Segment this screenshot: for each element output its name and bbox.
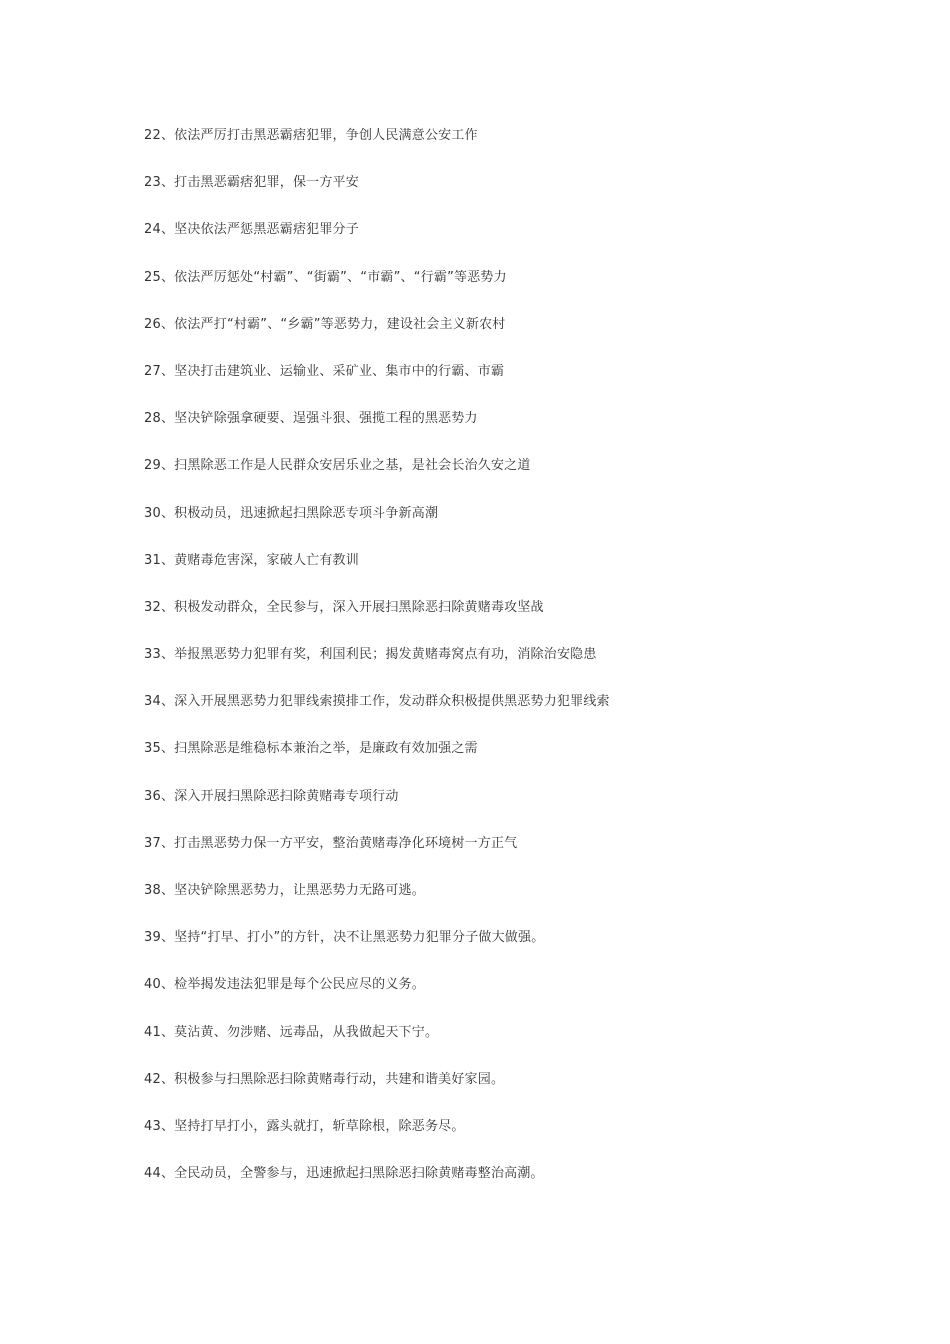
list-item: 42、积极参与扫黑除恶扫除黄赌毒行动，共建和谐美好家园。	[144, 1071, 505, 1087]
list-item: 40、检举揭发违法犯罪是每个公民应尽的义务。	[144, 977, 425, 993]
list-item: 39、坚持“打早、打小”的方针，决不让黑恶势力犯罪分子做大做强。	[144, 930, 545, 946]
slogan-list	[144, 125, 844, 1210]
list-item: 36、深入开展扫黑除恶扫除黄赌毒专项行动	[144, 788, 399, 804]
list-item: 34、深入开展黑恶势力犯罪线索摸排工作，发动群众积极提供黑恶势力犯罪线索	[144, 694, 610, 710]
list-item: 41、莫沾黄、勿涉赌、远毒品，从我做起天下宁。	[144, 1024, 439, 1040]
list-item: 23、打击黑恶霸痞犯罪，保一方平安	[144, 175, 359, 191]
list-item: 24、坚决依法严惩黑恶霸痞犯罪分子	[144, 222, 359, 238]
list-item: 32、积极发动群众，全民参与，深入开展扫黑除恶扫除黄赌毒攻坚战	[144, 599, 544, 615]
list-item: 33、举报黑恶势力犯罪有奖，利国利民；揭发黄赌毒窝点有功，消除治安隐患	[144, 647, 597, 663]
list-item: 28、坚决铲除强拿硬要、逞强斗狠、强揽工程的黑恶势力	[144, 411, 478, 427]
list-item: 35、扫黑除恶是维稳标本兼治之举，是廉政有效加强之需	[144, 741, 478, 757]
list-item: 43、坚持打早打小，露头就打，斩草除根，除恶务尽。	[144, 1118, 465, 1134]
list-item: 31、黄赌毒危害深，家破人亡有教训	[144, 552, 359, 568]
list-item: 22、依法严厉打击黑恶霸痞犯罪，争创人民满意公安工作	[144, 128, 478, 143]
list-item: 38、坚决铲除黑恶势力，让黑恶势力无路可逃。	[144, 883, 425, 898]
list-item: 44、全民动员，全警参与，迅速掀起扫黑除恶扫除黄赌毒整治高潮。	[144, 1166, 544, 1182]
list-item: 37、打击黑恶势力保一方平安，整治黄赌毒净化环境树一方正气	[144, 835, 518, 851]
list-item: 26、依法严打“村霸”、“乡霸”等恶势力，建设社会主义新农村	[144, 316, 506, 332]
list-item: 29、扫黑除恶工作是人民群众安居乐业之基，是社会长治久安之道	[144, 458, 531, 474]
list-item: 27、坚决打击建筑业、运输业、采矿业、集市中的行霸、市霸	[144, 363, 505, 379]
list-item: 25、依法严厉惩处“村霸”、“街霸”、“市霸”、“行霸”等恶势力	[144, 269, 507, 285]
list-item: 30、积极动员，迅速掀起扫黑除恶专项斗争新高潮	[144, 505, 439, 521]
